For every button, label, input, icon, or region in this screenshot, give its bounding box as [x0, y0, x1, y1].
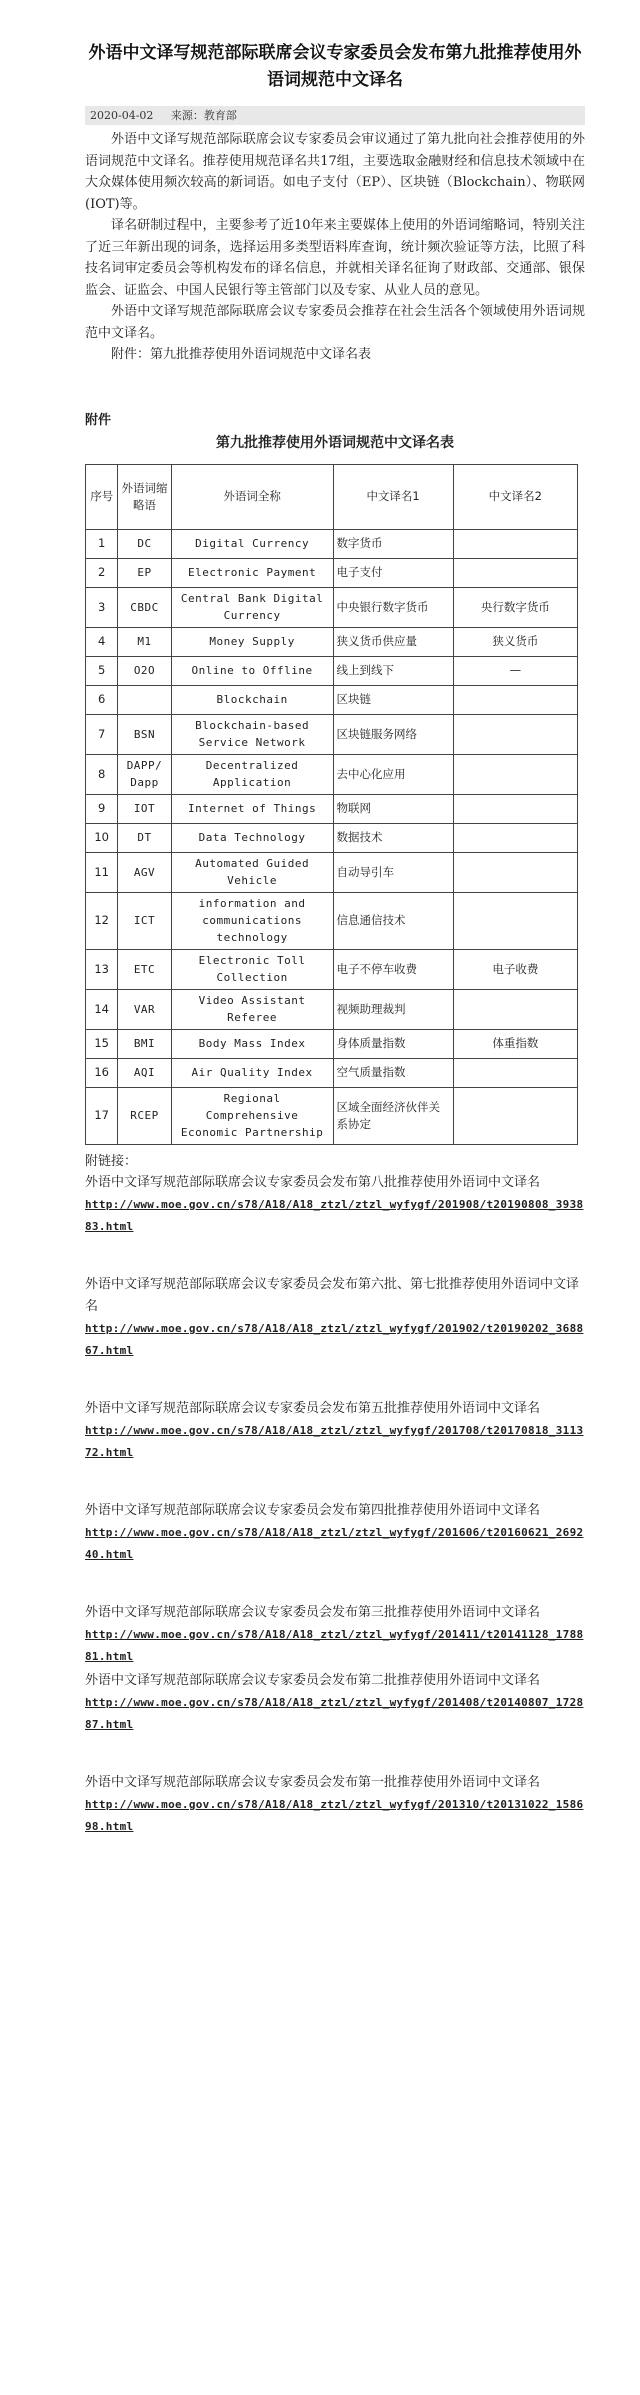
cell-cn1: 线上到线下	[333, 656, 453, 685]
cell-full: Data Technology	[171, 823, 333, 852]
table-row	[86, 1029, 578, 1058]
cell-no: 16	[86, 1058, 118, 1087]
cell-no: 5	[86, 656, 118, 685]
cell-cn2	[453, 794, 577, 823]
cell-full: Decentralized Application	[171, 754, 333, 794]
cell-cn1: 区块链	[333, 685, 453, 714]
table-row	[86, 558, 578, 587]
link-title: 外语中文译写规范部际联席会议专家委员会发布第一批推荐使用外语词中文译名	[85, 1774, 541, 1790]
cell-cn2	[453, 558, 577, 587]
link-item	[85, 1500, 585, 1566]
cell-cn1: 信息通信技术	[333, 892, 453, 949]
cell-cn1: 身体质量指数	[333, 1029, 453, 1058]
cell-no: 7	[86, 714, 118, 754]
cell-cn2	[453, 685, 577, 714]
table-row	[86, 685, 578, 714]
table-row	[86, 1087, 578, 1144]
cell-cn1: 物联网	[333, 794, 453, 823]
paragraph: 译名研制过程中，主要参考了近10年来主要媒体上使用的外语词缩略词，特别关注了近三年新出现的词条，选择运用多类型语料库查询，统计频次验证等方法，比照了科技名词审定委员会等机构发布的译名信息，并就相关译名征询了财政部、交通部、银保监会、证监会、中国人民银行等主管部门以及专家、从业人员的意见。	[85, 218, 585, 298]
link-item	[85, 1398, 585, 1464]
table-row	[86, 627, 578, 656]
cell-cn2	[453, 989, 577, 1029]
cell-cn2	[453, 823, 577, 852]
cell-abbr: IOT	[118, 794, 171, 823]
table-row	[86, 656, 578, 685]
cell-full: Internet of Things	[171, 794, 333, 823]
paragraph: 外语中文译写规范部际联席会议专家委员会推荐在社会生活各个领域使用外语词规范中文译名。	[85, 304, 585, 341]
cell-abbr: ICT	[118, 892, 171, 949]
cell-cn1: 电子不停车收费	[333, 949, 453, 989]
cell-cn2	[453, 529, 577, 558]
link-url[interactable]: http://www.moe.gov.cn/s78/A18/A18_ztzl/ztzl_wyfygf/201408/t20140807_172887.html	[85, 1695, 584, 1731]
table-row	[86, 587, 578, 627]
cell-abbr	[118, 685, 171, 714]
cell-full: Regional Comprehensive Economic Partnership	[171, 1087, 333, 1144]
cell-abbr: BMI	[118, 1029, 171, 1058]
table-row	[86, 1058, 578, 1087]
link-item	[85, 1172, 585, 1238]
cell-cn2: 体重指数	[453, 1029, 577, 1058]
cell-cn1: 中央银行数字货币	[333, 587, 453, 627]
link-item	[85, 1670, 585, 1736]
cell-full: Automated Guided Vehicle	[171, 852, 333, 892]
header-abbr: 外语词缩略语	[118, 464, 171, 529]
cell-full: Blockchain-based Service Network	[171, 714, 333, 754]
cell-no: 3	[86, 587, 118, 627]
cell-abbr: AQI	[118, 1058, 171, 1087]
link-url[interactable]: http://www.moe.gov.cn/s78/A18/A18_ztzl/ztzl_wyfygf/201606/t20160621_269240.html	[85, 1525, 584, 1561]
header-full: 外语词全称	[171, 464, 333, 529]
cell-cn1: 数据技术	[333, 823, 453, 852]
link-title: 外语中文译写规范部际联席会议专家委员会发布第六批、第七批推荐使用外语词中文译名	[85, 1276, 580, 1314]
link-title: 外语中文译写规范部际联席会议专家委员会发布第五批推荐使用外语词中文译名	[85, 1400, 541, 1416]
table-row	[86, 989, 578, 1029]
table-header-row	[86, 464, 578, 529]
cell-abbr: ETC	[118, 949, 171, 989]
cell-no: 15	[86, 1029, 118, 1058]
cell-cn2	[453, 1087, 577, 1144]
article	[85, 0, 585, 1838]
cell-abbr: EP	[118, 558, 171, 587]
header-no: 序号	[86, 464, 118, 529]
cell-no: 12	[86, 892, 118, 949]
cell-cn2: 电子收费	[453, 949, 577, 989]
links-list	[85, 1172, 585, 1838]
link-item	[85, 1772, 585, 1838]
cell-no: 14	[86, 989, 118, 1029]
cell-abbr: RCEP	[118, 1087, 171, 1144]
cell-abbr: BSN	[118, 714, 171, 754]
table-row	[86, 714, 578, 754]
cell-cn2: 央行数字货币	[453, 587, 577, 627]
cell-full: Electronic Payment	[171, 558, 333, 587]
cell-cn1: 区块链服务网络	[333, 714, 453, 754]
table-row	[86, 949, 578, 989]
cell-full: Air Quality Index	[171, 1058, 333, 1087]
cell-cn1: 视频助理裁判	[333, 989, 453, 1029]
link-title: 外语中文译写规范部际联席会议专家委员会发布第三批推荐使用外语词中文译名	[85, 1604, 541, 1620]
cell-cn2: 狭义货币	[453, 627, 577, 656]
cell-cn2	[453, 892, 577, 949]
cell-full: Money Supply	[171, 627, 333, 656]
table-row	[86, 529, 578, 558]
header-cn2: 中文译名2	[453, 464, 577, 529]
translation-table	[85, 464, 578, 1145]
article-title: 外语中文译写规范部际联席会议专家委员会发布第九批推荐使用外语词规范中文译名	[88, 43, 582, 90]
link-title: 外语中文译写规范部际联席会议专家委员会发布第二批推荐使用外语词中文译名	[85, 1672, 541, 1688]
link-url[interactable]: http://www.moe.gov.cn/s78/A18/A18_ztzl/ztzl_wyfygf/201310/t20131022_158698.html	[85, 1797, 584, 1833]
link-url[interactable]: http://www.moe.gov.cn/s78/A18/A18_ztzl/ztzl_wyfygf/201902/t20190202_368867.html	[85, 1321, 584, 1357]
cell-cn1: 空气质量指数	[333, 1058, 453, 1087]
header-cn1: 中文译名1	[333, 464, 453, 529]
cell-abbr: VAR	[118, 989, 171, 1029]
cell-cn2: —	[453, 656, 577, 685]
cell-abbr: DT	[118, 823, 171, 852]
cell-full: Video Assistant Referee	[171, 989, 333, 1029]
cell-full: Blockchain	[171, 685, 333, 714]
attachment-note: 附件：第九批推荐使用外语词规范中文译名表	[111, 347, 372, 362]
cell-abbr: DC	[118, 529, 171, 558]
cell-abbr: DAPP/ Dapp	[118, 754, 171, 794]
link-title: 外语中文译写规范部际联席会议专家委员会发布第四批推荐使用外语词中文译名	[85, 1502, 541, 1518]
table-row	[86, 892, 578, 949]
cell-cn1: 去中心化应用	[333, 754, 453, 794]
link-title: 外语中文译写规范部际联席会议专家委员会发布第八批推荐使用外语词中文译名	[85, 1174, 541, 1190]
table-row	[86, 794, 578, 823]
link-item	[85, 1274, 585, 1362]
table-row	[86, 823, 578, 852]
cell-cn1: 区域全面经济伙伴关系协定	[333, 1087, 453, 1144]
link-item	[85, 1602, 585, 1668]
cell-full: Central Bank Digital Currency	[171, 587, 333, 627]
cell-no: 10	[86, 823, 118, 852]
cell-abbr: M1	[118, 627, 171, 656]
cell-no: 2	[86, 558, 118, 587]
paragraph: 外语中文译写规范部际联席会议专家委员会审议通过了第九批向社会推荐使用的外语词规范中文译名。推荐使用规范译名共17组，主要选取金融财经和信息技术领域中在大众媒体使用频次较高的新词语。如电子支付（EP）、区块链（Blockchain）、物联网(IOT)等。	[85, 132, 585, 212]
cell-cn2	[453, 852, 577, 892]
article-source: 来源：教育部	[170, 109, 237, 122]
cell-no: 9	[86, 794, 118, 823]
cell-no: 17	[86, 1087, 118, 1144]
article-meta	[85, 106, 585, 125]
table-body	[86, 529, 578, 1144]
cell-cn1: 数字货币	[333, 529, 453, 558]
cell-no: 4	[86, 627, 118, 656]
table-row	[86, 754, 578, 794]
table-title: 第九批推荐使用外语词规范中文译名表	[216, 434, 454, 451]
attachment-label: 附件	[85, 412, 112, 428]
cell-no: 13	[86, 949, 118, 989]
cell-cn2	[453, 754, 577, 794]
cell-full: Electronic Toll Collection	[171, 949, 333, 989]
cell-full: Body Mass Index	[171, 1029, 333, 1058]
cell-full: Digital Currency	[171, 529, 333, 558]
links-label: 附链接：	[85, 1153, 138, 1169]
link-url[interactable]: http://www.moe.gov.cn/s78/A18/A18_ztzl/ztzl_wyfygf/201708/t20170818_311372.html	[85, 1423, 584, 1459]
cell-abbr: CBDC	[118, 587, 171, 627]
link-url[interactable]: http://www.moe.gov.cn/s78/A18/A18_ztzl/ztzl_wyfygf/201411/t20141128_178881.html	[85, 1627, 584, 1663]
cell-cn2	[453, 714, 577, 754]
cell-abbr: O2O	[118, 656, 171, 685]
cell-cn1: 自动导引车	[333, 852, 453, 892]
cell-full: information and communications technology	[171, 892, 333, 949]
cell-no: 1	[86, 529, 118, 558]
cell-no: 8	[86, 754, 118, 794]
cell-cn1: 狭义货币供应量	[333, 627, 453, 656]
publish-date: 2020-04-02	[90, 109, 154, 122]
cell-no: 11	[86, 852, 118, 892]
cell-no: 6	[86, 685, 118, 714]
cell-cn2	[453, 1058, 577, 1087]
cell-full: Online to Offline	[171, 656, 333, 685]
link-url[interactable]: http://www.moe.gov.cn/s78/A18/A18_ztzl/ztzl_wyfygf/201908/t20190808_393883.html	[85, 1197, 584, 1233]
cell-abbr: AGV	[118, 852, 171, 892]
cell-cn1: 电子支付	[333, 558, 453, 587]
table-row	[86, 852, 578, 892]
